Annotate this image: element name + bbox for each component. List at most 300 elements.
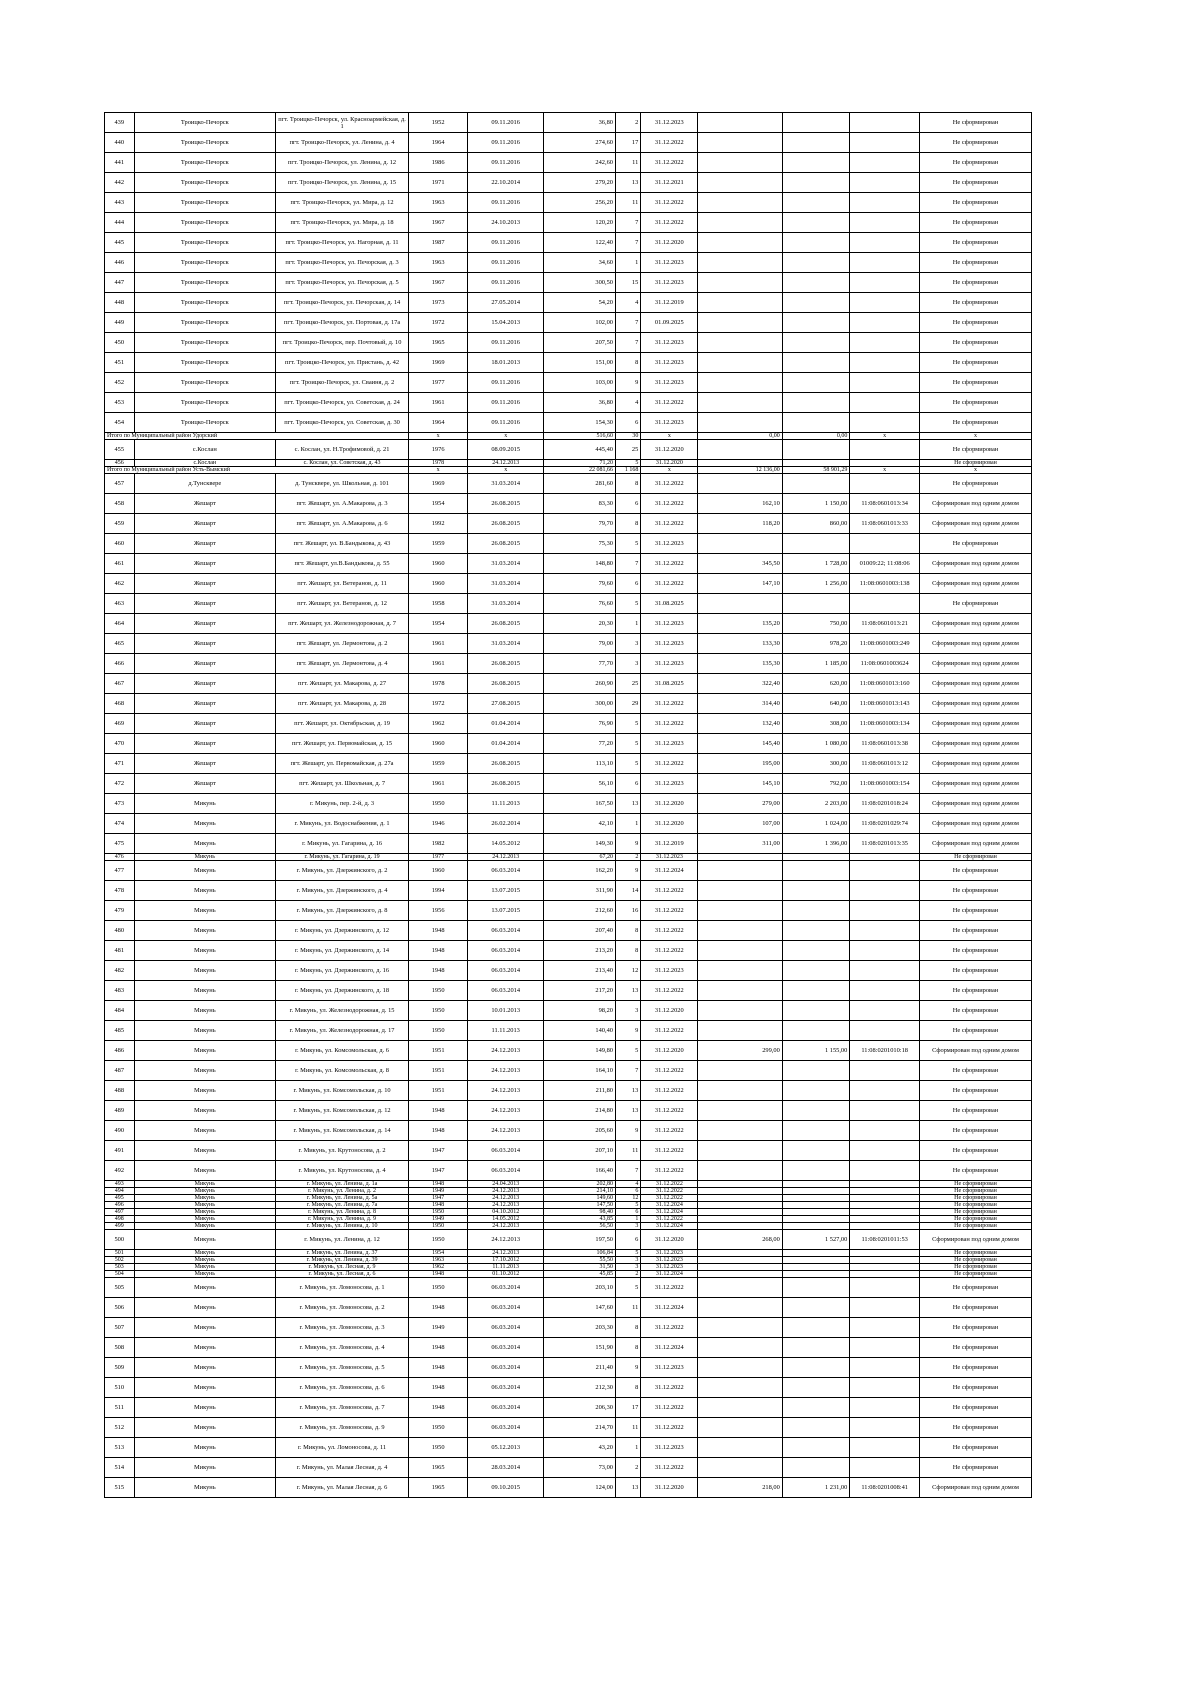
cell-residents: 14 <box>615 881 640 901</box>
cell-resettle-deadline: 31.12.2023 <box>641 961 698 981</box>
table-row <box>105 173 1032 193</box>
cell-area: 98,20 <box>544 1001 616 1021</box>
cell-land-area <box>698 1161 782 1181</box>
cell-address: г. Микунь, ул. Ленина, д. 37 <box>276 1250 409 1257</box>
cell-cadastral-number: 11:08:0601003624 <box>850 654 920 674</box>
cell-settlement: Жешарт <box>134 774 275 794</box>
cell-residents: 13 <box>615 981 640 1001</box>
cell-address: с. Кослан, ул. Советская, д. 43 <box>276 460 409 467</box>
cell-cadastral-value <box>782 921 850 941</box>
cell-land-status: Сформирован под одним домом <box>920 634 1032 654</box>
cell-build-year: 1956 <box>409 901 468 921</box>
cell-area: 202,80 <box>544 1181 616 1188</box>
cell-cadastral-value <box>782 1101 850 1121</box>
cell-build-year: 1950 <box>409 981 468 1001</box>
table-row <box>105 1458 1032 1478</box>
cell-area: 217,20 <box>544 981 616 1001</box>
cell-land-area <box>698 293 782 313</box>
cell-row-number: 491 <box>105 1141 135 1161</box>
cell-address: пгт. Троицко-Печорск, ул. Портовая, д. 17а <box>276 313 409 333</box>
cell-area: 162,20 <box>544 861 616 881</box>
cell-build-year: 1954 <box>409 614 468 634</box>
cell-settlement: Микунь <box>134 1161 275 1181</box>
table-row <box>105 1257 1032 1264</box>
cell-land-area: 145,10 <box>698 774 782 794</box>
cell-cadastral-number: 11:08:0601003:138 <box>850 574 920 594</box>
cell-land-area: 218,00 <box>698 1478 782 1498</box>
cell-land-area: 268,00 <box>698 1230 782 1250</box>
cell-settlement: Троицко-Печорск <box>134 253 275 273</box>
cell-survey-date: 09.11.2016 <box>468 273 544 293</box>
cell-build-year: 1965 <box>409 333 468 353</box>
cell-land-area <box>698 1081 782 1101</box>
cell-cadastral-value <box>782 1001 850 1021</box>
cell-settlement: Жешарт <box>134 694 275 714</box>
cell-row-number: 464 <box>105 614 135 634</box>
cell-survey-date: 14.05.2012 <box>468 1216 544 1223</box>
table-row <box>105 654 1032 674</box>
cell-land-status: Не сформирован <box>920 1001 1032 1021</box>
cell-address: г. Микунь, ул. Комсомольская, д. 14 <box>276 1121 409 1141</box>
cell-land-area <box>698 213 782 233</box>
cell-cadastral-value <box>782 133 850 153</box>
cell-row-number: 439 <box>105 113 135 133</box>
cell-address: пгт. Жешарт, ул. Школьная, д. 7 <box>276 774 409 794</box>
cell-residents: 5 <box>615 594 640 614</box>
cell-area: 147,60 <box>544 1298 616 1318</box>
cell-cadastral-value: 308,00 <box>782 714 850 734</box>
cell-build-year: 1948 <box>409 1358 468 1378</box>
cell-survey-date: 13.07.2015 <box>468 881 544 901</box>
cell-residents: 3 <box>615 1257 640 1264</box>
cell-land-area: 132,40 <box>698 714 782 734</box>
cell-area: 207,40 <box>544 921 616 941</box>
cell-land-status: Сформирован под одним домом <box>920 554 1032 574</box>
cell-cadastral-number: 11:08:0201010:18 <box>850 1041 920 1061</box>
cell-build-year: 1947 <box>409 1141 468 1161</box>
cell-resettle-deadline: 31.12.2022 <box>641 494 698 514</box>
cell-row-number: 465 <box>105 634 135 654</box>
cell-settlement: с.Кослан <box>134 440 275 460</box>
cell-row-number: 458 <box>105 494 135 514</box>
cell-row-number: 492 <box>105 1161 135 1181</box>
cell-build-year: 1972 <box>409 694 468 714</box>
cell-cadastral-number: 11:08:0601003:249 <box>850 634 920 654</box>
table-row <box>105 1318 1032 1338</box>
cell-residents: 5 <box>615 1202 640 1209</box>
cell-address: д. Тунсквере, ул. Школьная, д. 101 <box>276 474 409 494</box>
cell-land-area <box>698 961 782 981</box>
cell-row-number: 462 <box>105 574 135 594</box>
cell-settlement: Микунь <box>134 981 275 1001</box>
cell-row-number: 441 <box>105 153 135 173</box>
cell-settlement: Жешарт <box>134 614 275 634</box>
cell-area: 300,50 <box>544 273 616 293</box>
cell-resettle-deadline: 31.12.2022 <box>641 1458 698 1478</box>
cell-address: г. Микунь, ул. Ломоносова, д. 3 <box>276 1318 409 1338</box>
cell-build-year: 1967 <box>409 273 468 293</box>
cell-area: 203,10 <box>544 1278 616 1298</box>
cell-area: 256,20 <box>544 193 616 213</box>
cell-resettle-deadline: 31.12.2024 <box>641 1298 698 1318</box>
cell-resettle-deadline: 31.12.2022 <box>641 1121 698 1141</box>
cell-survey-date: х <box>468 433 544 440</box>
cell-cadastral-number <box>850 253 920 273</box>
cell-land-area: 314,40 <box>698 694 782 714</box>
cell-land-area <box>698 1181 782 1188</box>
cell-area: 76,90 <box>544 714 616 734</box>
cell-survey-date: 09.11.2016 <box>468 113 544 133</box>
cell-settlement: Троицко-Печорск <box>134 373 275 393</box>
cell-residents: 2 <box>615 1271 640 1278</box>
cell-land-area <box>698 113 782 133</box>
cell-cadastral-number: 11:08:0601013:33 <box>850 514 920 534</box>
cell-row-number: 497 <box>105 1209 135 1216</box>
cell-residents: 7 <box>615 1061 640 1081</box>
cell-resettle-deadline: 31.12.2022 <box>641 213 698 233</box>
cell-residents: 5 <box>615 1041 640 1061</box>
table-row <box>105 1161 1032 1181</box>
cell-survey-date: 24.12.2013 <box>468 460 544 467</box>
cell-build-year: 1972 <box>409 313 468 333</box>
cell-cadastral-value <box>782 1298 850 1318</box>
cell-area: 36,80 <box>544 393 616 413</box>
cell-land-status: Сформирован под одним домом <box>920 774 1032 794</box>
cell-settlement: Микунь <box>134 1398 275 1418</box>
cell-land-status: Не сформирован <box>920 534 1032 554</box>
cell-row-number: 452 <box>105 373 135 393</box>
cell-cadastral-value: 0,00 <box>782 433 850 440</box>
cell-land-status: Не сформирован <box>920 854 1032 861</box>
cell-row-number: 479 <box>105 901 135 921</box>
cell-land-area <box>698 1195 782 1202</box>
cell-build-year: 1949 <box>409 1188 468 1195</box>
cell-row-number: 496 <box>105 1202 135 1209</box>
cell-area: 42,10 <box>544 814 616 834</box>
cell-cadastral-value: 1 024,00 <box>782 814 850 834</box>
cell-settlement: Микунь <box>134 1418 275 1438</box>
cell-residents: 5 <box>615 714 640 734</box>
cell-address: пгт. Троицко-Печорск, ул. Красноармейская, д. 1 <box>276 113 409 133</box>
cell-cadastral-value <box>782 534 850 554</box>
cell-build-year: 1977 <box>409 854 468 861</box>
cell-residents: 8 <box>615 474 640 494</box>
cell-resettle-deadline: х <box>641 433 698 440</box>
cell-cadastral-number: 11:08:0601003:154 <box>850 774 920 794</box>
cell-land-area: 107,00 <box>698 814 782 834</box>
table-row <box>105 881 1032 901</box>
cell-settlement: Микунь <box>134 1209 275 1216</box>
cell-settlement: Микунь <box>134 1195 275 1202</box>
cell-cadastral-number <box>850 1378 920 1398</box>
cell-land-area <box>698 881 782 901</box>
cell-cadastral-value <box>782 273 850 293</box>
cell-resettle-deadline: 31.12.2023 <box>641 654 698 674</box>
cell-address: г. Микунь, ул. Дзержинского, д. 4 <box>276 881 409 901</box>
cell-build-year: 1986 <box>409 153 468 173</box>
cell-resettle-deadline: 31.12.2022 <box>641 153 698 173</box>
table-row <box>105 1278 1032 1298</box>
cell-build-year: 1950 <box>409 1001 468 1021</box>
table-row <box>105 273 1032 293</box>
cell-survey-date: 11.11.2013 <box>468 1021 544 1041</box>
cell-resettle-deadline: 31.12.2022 <box>641 1021 698 1041</box>
cell-land-status: Не сформирован <box>920 981 1032 1001</box>
cell-build-year: 1946 <box>409 814 468 834</box>
cell-land-status: Не сформирован <box>920 233 1032 253</box>
cell-area: 147,50 <box>544 1202 616 1209</box>
cell-survey-date: 06.03.2014 <box>468 1161 544 1181</box>
cell-build-year: 1978 <box>409 674 468 694</box>
table-row <box>105 373 1032 393</box>
cell-area: 207,10 <box>544 1141 616 1161</box>
cell-survey-date: 06.03.2014 <box>468 1278 544 1298</box>
cell-land-area <box>698 594 782 614</box>
cell-row-number: 475 <box>105 834 135 854</box>
cell-address: пгт. Жешарт, ул. Ветеранов, д. 12 <box>276 594 409 614</box>
cell-row-number: 489 <box>105 1101 135 1121</box>
cell-residents: 6 <box>615 574 640 594</box>
cell-settlement: Микунь <box>134 1338 275 1358</box>
cell-area: 31,50 <box>544 1264 616 1271</box>
cell-row-number: 490 <box>105 1121 135 1141</box>
cell-cadastral-number: 11:08:0601013:34 <box>850 494 920 514</box>
cell-land-status: Не сформирован <box>920 1216 1032 1223</box>
cell-build-year: 1973 <box>409 293 468 313</box>
table-row <box>105 614 1032 634</box>
table-row <box>105 1298 1032 1318</box>
cell-survey-date: 24.12.2013 <box>468 854 544 861</box>
cell-cadastral-value <box>782 1188 850 1195</box>
cell-cadastral-value <box>782 153 850 173</box>
cell-area: 300,00 <box>544 694 616 714</box>
cell-survey-date: 24.12.2013 <box>468 1250 544 1257</box>
table-row <box>105 861 1032 881</box>
table-row <box>105 854 1032 861</box>
cell-row-number: 448 <box>105 293 135 313</box>
cell-cadastral-value <box>782 1209 850 1216</box>
cell-land-status: Сформирован под одним домом <box>920 814 1032 834</box>
cell-residents: 6 <box>615 1188 640 1195</box>
table-row <box>105 694 1032 714</box>
cell-residents: 5 <box>615 534 640 554</box>
cell-land-area <box>698 854 782 861</box>
cell-land-area: 195,00 <box>698 754 782 774</box>
cell-resettle-deadline: 31.08.2025 <box>641 674 698 694</box>
cell-cadastral-number <box>850 1101 920 1121</box>
cell-cadastral-value <box>782 1216 850 1223</box>
cell-survey-date: 17.10.2012 <box>468 1257 544 1264</box>
cell-settlement: Микунь <box>134 1121 275 1141</box>
table-row <box>105 1041 1032 1061</box>
cell-address: пгт. Троицко-Печорск, ул. Ленина, д. 4 <box>276 133 409 153</box>
cell-area: 20,30 <box>544 614 616 634</box>
table-row <box>105 1121 1032 1141</box>
cell-cadastral-number <box>850 373 920 393</box>
cell-address: г. Микунь, ул. Дзержинского, д. 8 <box>276 901 409 921</box>
cell-survey-date: 06.03.2014 <box>468 921 544 941</box>
cell-row-number: 500 <box>105 1230 135 1250</box>
cell-residents: 7 <box>615 554 640 574</box>
cell-land-area <box>698 1318 782 1338</box>
cell-land-area <box>698 1121 782 1141</box>
cell-build-year: 1961 <box>409 634 468 654</box>
cell-cadastral-value <box>782 1338 850 1358</box>
cell-address: пгт. Троицко-Печорск, ул. Советская, д. 30 <box>276 413 409 433</box>
cell-address: г. Микунь, ул. Ленина, д. 9 <box>276 1216 409 1223</box>
cell-survey-date: 06.03.2014 <box>468 981 544 1001</box>
cell-land-area <box>698 534 782 554</box>
cell-address: г. Микунь, ул. Железнодорожная, д. 15 <box>276 1001 409 1021</box>
cell-survey-date: 26.02.2014 <box>468 814 544 834</box>
cell-area: 22 081,66 <box>544 467 616 474</box>
cell-survey-date: 10.01.2013 <box>468 1001 544 1021</box>
cell-land-status: Не сформирован <box>920 921 1032 941</box>
cell-resettle-deadline: 31.12.2023 <box>641 1358 698 1378</box>
cell-cadastral-value <box>782 173 850 193</box>
cell-cadastral-number: 11:08:0601003:134 <box>850 714 920 734</box>
cell-cadastral-number <box>850 1264 920 1271</box>
cell-cadastral-value <box>782 1271 850 1278</box>
table-row <box>105 1061 1032 1081</box>
cell-area: 140,40 <box>544 1021 616 1041</box>
cell-row-number: 473 <box>105 794 135 814</box>
cell-resettle-deadline: 31.12.2022 <box>641 133 698 153</box>
cell-cadastral-value <box>782 1458 850 1478</box>
cell-cadastral-number <box>850 193 920 213</box>
cell-address: г. Микунь, ул. Дзержинского, д. 2 <box>276 861 409 881</box>
cell-residents: 3 <box>615 1264 640 1271</box>
table-row <box>105 494 1032 514</box>
cell-cadastral-value <box>782 1202 850 1209</box>
cell-address: г. Микунь, ул. Железнодорожная, д. 17 <box>276 1021 409 1041</box>
cell-build-year: 1950 <box>409 1021 468 1041</box>
cell-build-year: 1992 <box>409 514 468 534</box>
cell-residents: 13 <box>615 794 640 814</box>
cell-area: 120,20 <box>544 213 616 233</box>
cell-address: г. Микунь, ул. Крутоносова, д. 4 <box>276 1161 409 1181</box>
table-row <box>105 153 1032 173</box>
cell-settlement: Троицко-Печорск <box>134 213 275 233</box>
cell-address: г. Микунь, ул. Ленина, д. 2 <box>276 1188 409 1195</box>
cell-survey-date: 28.03.2014 <box>468 1458 544 1478</box>
cell-cadastral-value <box>782 1264 850 1271</box>
cell-address: г. Микунь, ул. Ленина, д. 5а <box>276 1195 409 1202</box>
cell-land-area <box>698 921 782 941</box>
cell-survey-date: 06.03.2014 <box>468 861 544 881</box>
cell-build-year: 1948 <box>409 1378 468 1398</box>
cell-land-status: Не сформирован <box>920 193 1032 213</box>
cell-land-area <box>698 1223 782 1230</box>
cell-residents: 9 <box>615 834 640 854</box>
cell-survey-date: 24.12.2013 <box>468 1041 544 1061</box>
cell-resettle-deadline: 31.12.2020 <box>641 460 698 467</box>
cell-land-status: Не сформирован <box>920 1223 1032 1230</box>
cell-build-year: 1976 <box>409 440 468 460</box>
cell-row-number: 472 <box>105 774 135 794</box>
cell-area: 103,00 <box>544 373 616 393</box>
cell-land-area: 133,30 <box>698 634 782 654</box>
cell-land-area <box>698 440 782 460</box>
cell-resettle-deadline: 31.12.2024 <box>641 1338 698 1358</box>
cell-address: пгт. Жешарт, ул. Лермонтова, д. 4 <box>276 654 409 674</box>
cell-cadastral-value: 58 901,29 <box>782 467 850 474</box>
cell-build-year: 1962 <box>409 714 468 734</box>
cell-residents: 5 <box>615 460 640 467</box>
cell-settlement: Троицко-Печорск <box>134 133 275 153</box>
table-row <box>105 554 1032 574</box>
cell-address: г. Микунь, ул. Ломоносова, д. 7 <box>276 1398 409 1418</box>
cell-build-year: 1960 <box>409 574 468 594</box>
cell-settlement: Троицко-Печорск <box>134 233 275 253</box>
cell-resettle-deadline: 31.12.2022 <box>641 1318 698 1338</box>
cell-row-number: 515 <box>105 1478 135 1498</box>
cell-residents: 11 <box>615 1418 640 1438</box>
cell-area: 203,30 <box>544 1318 616 1338</box>
cell-resettle-deadline: 31.12.2022 <box>641 1195 698 1202</box>
cell-row-number: 494 <box>105 1188 135 1195</box>
cell-survey-date: 18.01.2013 <box>468 353 544 373</box>
cell-land-status: Не сформирован <box>920 1378 1032 1398</box>
cell-survey-date: 09.11.2016 <box>468 233 544 253</box>
cell-settlement: Микунь <box>134 854 275 861</box>
cell-settlement: Жешарт <box>134 754 275 774</box>
cell-residents: 8 <box>615 514 640 534</box>
cell-settlement: Жешарт <box>134 594 275 614</box>
cell-cadastral-value: 792,00 <box>782 774 850 794</box>
cell-land-status: Не сформирован <box>920 1458 1032 1478</box>
cell-land-area <box>698 273 782 293</box>
cell-cadastral-number: 11:08:0201008:41 <box>850 1478 920 1498</box>
cell-resettle-deadline: 31.12.2023 <box>641 774 698 794</box>
housing-registry-table <box>104 112 1032 1498</box>
cell-survey-date: х <box>468 467 544 474</box>
cell-residents: 16 <box>615 901 640 921</box>
cell-settlement: с.Кослан <box>134 460 275 467</box>
cell-area: 274,60 <box>544 133 616 153</box>
cell-survey-date: 06.03.2014 <box>468 1358 544 1378</box>
cell-land-status: Не сформирован <box>920 1141 1032 1161</box>
cell-survey-date: 09.11.2016 <box>468 133 544 153</box>
cell-residents: 8 <box>615 921 640 941</box>
table-row <box>105 1081 1032 1101</box>
cell-resettle-deadline: 31.12.2022 <box>641 901 698 921</box>
cell-survey-date: 27.05.2014 <box>468 293 544 313</box>
cell-row-number: 477 <box>105 861 135 881</box>
cell-settlement: Микунь <box>134 1041 275 1061</box>
cell-land-area <box>698 1257 782 1264</box>
cell-settlement: Микунь <box>134 881 275 901</box>
cell-cadastral-number <box>850 460 920 467</box>
cell-row-number: 470 <box>105 734 135 754</box>
cell-resettle-deadline: 31.12.2019 <box>641 293 698 313</box>
cell-land-area <box>698 1438 782 1458</box>
cell-land-area: 279,00 <box>698 794 782 814</box>
cell-area: 56,10 <box>544 774 616 794</box>
cell-row-number: 445 <box>105 233 135 253</box>
cell-address: г. Микунь, ул. Комсомольская, д. 8 <box>276 1061 409 1081</box>
cell-land-area: 145,40 <box>698 734 782 754</box>
cell-area: 43,85 <box>544 1216 616 1223</box>
cell-land-status: Не сформирован <box>920 413 1032 433</box>
cell-land-status: Не сформирован <box>920 1081 1032 1101</box>
cell-build-year: 1963 <box>409 1257 468 1264</box>
table-row <box>105 981 1032 1001</box>
cell-survey-date: 26.08.2015 <box>468 494 544 514</box>
cell-resettle-deadline: 31.12.2022 <box>641 1181 698 1188</box>
cell-row-number: 481 <box>105 941 135 961</box>
cell-residents: 2 <box>615 113 640 133</box>
